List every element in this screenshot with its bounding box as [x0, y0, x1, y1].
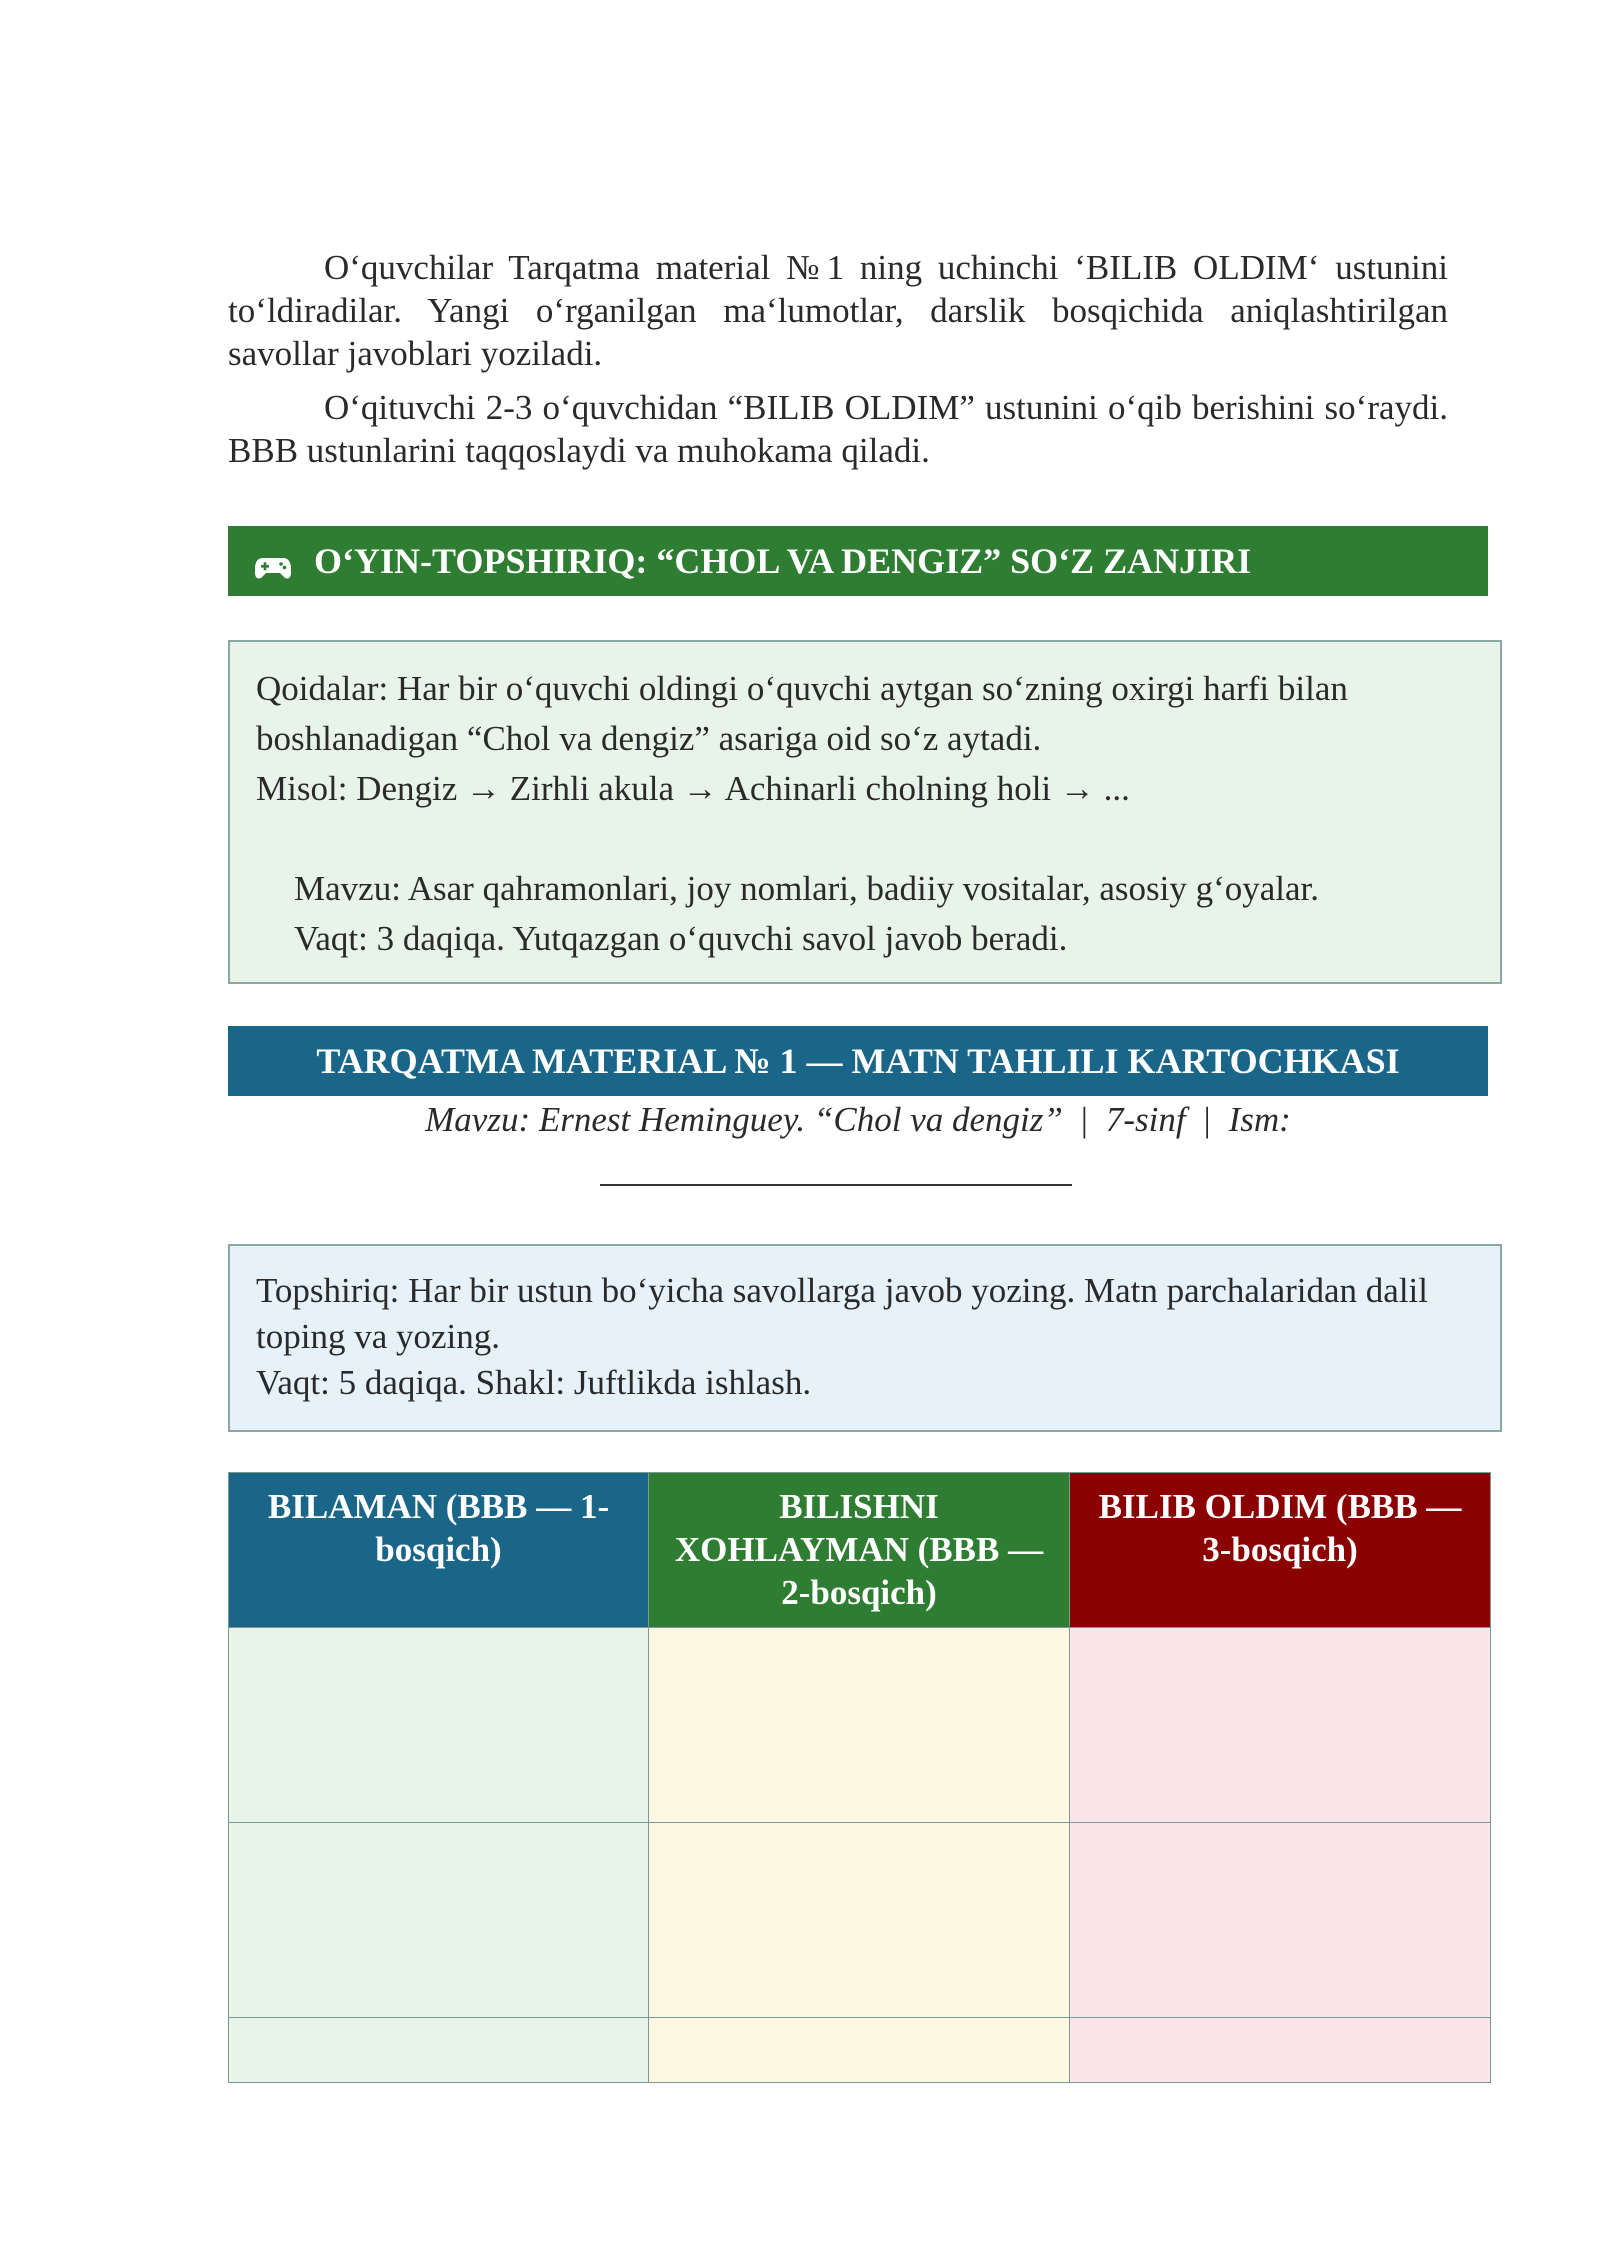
game-section-banner — [228, 526, 1488, 596]
kwl-cell-want[interactable] — [649, 2018, 1070, 2083]
kwl-header-learned: BILIB OLDIM (BBB — 3-bosqich) — [1070, 1473, 1491, 1628]
table-row — [229, 1823, 1491, 2018]
task-box — [228, 1244, 1502, 1432]
task-text: Topshiriq: Har bir ustun bo‘yicha savollarga javob yozing. Matn parchalaridan dalil toping va yozing. — [256, 1271, 1429, 1356]
intro-paragraph-1: O‘quvchilar Tarqatma material №1 ning uchinchi ‘BILIB OLDIM‘ ustunini to‘ldiradilar. Yangi o‘rganilgan ma‘lumotlar, darslik bosqichida aniqlashtirilgan savollar javoblari yoziladi. — [228, 248, 1448, 373]
example-line: Misol: Dengiz → Zirhli akula → Achinarli cholning holi → ... — [256, 769, 1130, 808]
rules-line-1: Qoidalar: Har bir o‘quvchi oldingi o‘quvchi aytgan so‘zning oxirgi harfi bilan — [256, 669, 1348, 708]
kwl-cell-learned[interactable] — [1070, 1823, 1491, 2018]
kwl-header-want: BILISHNI XOHLAYMAN (BBB — 2-bosqich) — [649, 1473, 1070, 1628]
subtitle-separator: | — [1203, 1100, 1211, 1139]
name-label: Ism: — [1228, 1100, 1291, 1139]
topic-line: Mavzu: Asar qahramonlari, joy nomlari, badiiy vositalar, asosiy g‘oyalar. — [294, 869, 1320, 908]
gamepad-icon — [254, 548, 292, 574]
name-blank-line[interactable] — [600, 1184, 1072, 1186]
kwl-cell-learned[interactable] — [1070, 1628, 1491, 1823]
kwl-cell-know[interactable] — [229, 2018, 649, 2083]
kwl-cell-know[interactable] — [229, 1823, 649, 2018]
handout-banner — [228, 1026, 1488, 1096]
kwl-table — [228, 1472, 1491, 2083]
kwl-cell-want[interactable] — [649, 1823, 1070, 2018]
intro-paragraph-2: O‘qituvchi 2-3 o‘quvchidan “BILIB OLDIM” ustunini o‘qib berishini so‘raydi. BBB ustunlarini taqqoslaydi va muhokama qiladi. — [228, 388, 1448, 470]
table-row — [229, 2018, 1491, 2083]
kwl-header-know: BILAMAN (BBB — 1-bosqich) — [229, 1473, 649, 1628]
time-line: Vaqt: 3 daqiqa. Yutqazgan o‘quvchi savol javob beradi. — [294, 919, 1068, 958]
kwl-header-row — [229, 1473, 1491, 1628]
handout-subtitle — [228, 1100, 1488, 1140]
handout-topic: Mavzu: Ernest Heminguey. “Chol va dengiz” — [425, 1100, 1063, 1139]
kwl-cell-know[interactable] — [229, 1628, 649, 1823]
kwl-cell-learned[interactable] — [1070, 2018, 1491, 2083]
kwl-cell-want[interactable] — [649, 1628, 1070, 1823]
rules-line-2: boshlanadigan “Chol va dengiz” asariga oid so‘z aytadi. — [256, 719, 1042, 758]
subtitle-separator: | — [1080, 1100, 1088, 1139]
task-time: Vaqt: 5 daqiqa. Shakl: Juftlikda ishlash. — [256, 1363, 812, 1402]
game-rules-box — [228, 640, 1502, 984]
game-section-title: O‘YIN-TOPSHIRIQ: “CHOL VA DENGIZ” SO‘Z ZANJIRI — [314, 541, 1252, 581]
handout-title: TARQATMA MATERIAL № 1 — MATN TAHLILI KARTOCHKASI — [316, 1041, 1400, 1081]
handout-grade: 7-sinf — [1105, 1100, 1186, 1139]
table-row — [229, 1628, 1491, 1823]
